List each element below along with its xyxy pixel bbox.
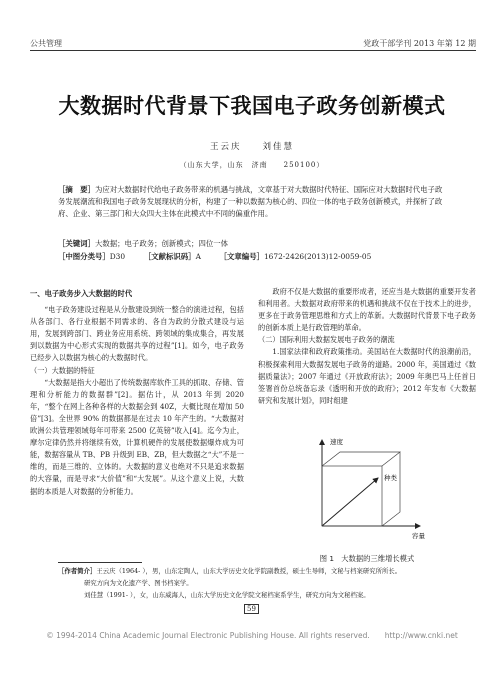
figure-caption: 图 1 大数据的三维增长模式 <box>319 554 415 563</box>
footnote-rule <box>58 562 142 563</box>
x-axis-label: 容量 <box>412 532 425 540</box>
paragraph: 1.国家法律和政府政策推动。美国站在大数据时代的浪潮前沿，积极探索利用大数据发展电子政务的道路。2000 年，美国通过《数据质量法》；2007 年通过《开放政府法》；2009 年奥巴马上任首日签署首份总统备忘录《透明和开放的政府》；2012 年发布《大数据研究和发展计划》，同时组建 <box>258 347 476 405</box>
article-title: 大数据时代背景下我国电子政务创新模式 <box>58 94 446 118</box>
running-journal: 党政干部学刊 2013 年第 12 期 <box>363 39 476 48</box>
section-heading: 一、电子政务步入大数据的时代 <box>30 289 133 298</box>
abstract <box>58 184 448 221</box>
cube-back <box>322 452 400 526</box>
clc-label: ［中图分类号］ <box>58 252 110 261</box>
article-id-label: ［文章编号］ <box>219 252 264 261</box>
copyright-notice: © 1994-2014 China Academic Journal Electronic Publishing House. All rights reserved. http://www.cnki.net <box>46 631 458 640</box>
doc-code-label: ［文献标识码］ <box>143 252 196 261</box>
y-axis-label: 速度 <box>330 438 343 446</box>
keywords-label: ［关键词］ <box>58 239 95 248</box>
article-id-value: 1672-2426(2013)12-0059-05 <box>263 252 372 261</box>
paragraph: 政府不仅是大数据的重要形成者，还应当是大数据的重要开发者和利用者。大数据对政府带来的机遇和挑战不仅在于技术上的进步，更多在于政务管理思维和方式上的革新。大数据时代背景下电子政务的创新本质上是行政管理的革命。 <box>258 287 476 333</box>
footnote-label: ［作者简介］ <box>58 567 97 575</box>
left-column <box>30 286 244 498</box>
affiliation: （山东大学，山东 济南 250100） <box>179 161 325 169</box>
abstract-text: 为应对大数据时代给电子政务带来的机遇与挑战，文章基于对大数据时代特征、国际应对大数据时代电子政务发展潮流和我国电子政务发展现状的分析，构建了一种以数据为核心的、四位一体的电子政务创新模式，并探析了政府、企业、第三部门和大众四大主体在此模式中不同的偏重作用。 <box>58 185 443 219</box>
subheading: （一）大数据的特征 <box>30 365 95 375</box>
keywords-text: 大数据；电子政务；创新模式；四位一体 <box>94 239 229 248</box>
footnote-line: 研究方向为文化遗产学、图书档案学。 <box>84 579 193 587</box>
subheading: （二）国际利用大数据发展电子政务的潮流 <box>258 335 395 345</box>
right-column <box>258 286 476 407</box>
footnote-text: 王云庆（1964- ），男，山东定陶人，山东大学历史文化学院副教授，硕士生导师，文秘与档案研究所所长。 <box>96 567 402 575</box>
clc-value: D30 <box>109 252 126 261</box>
paragraph: “电子政务建设过程是从分散建设到统一整合的演进过程，包括从各部门、各行业根据不同需求的、各自为政的分散式建设与运用，发展到跨部门、跨业务应用系统、跨领域的集成集合，再发展到以数据为中心形式实现的数据共享的过程”[1]。如今，电子政务已经步入以数据为核心的大数据时代。 <box>30 305 244 363</box>
doc-code-value: A <box>195 252 201 261</box>
growth-model-figure <box>300 426 450 542</box>
running-section: 公共管理 <box>30 39 62 48</box>
paragraph: “大数据是指大小超出了传统数据库软件工具的抓取、存储、管理和分析能力的数据群”[2]。据估计，从 2013 年到 2020 年，“整个在网上各种各样的大数据会到 40Z，大概比现在增加 50 倍”[3]。全世界 90% 的数据都是在过去 10 年产生的。“大数据对欧洲公共管理领域每年可带来 2500 亿英镑”收入[4]。迄今为止，摩尔定律仍然并将继续有效，计算机硬件的发展使数据爆炸成为可能，数据容量从 TB、PB 升级到 EB、ZB，但大数据之“大”不是一维的，而是三维的、立体的。大数据的意义也绝对不只是追求数据的大容量，而是寻求“大价值”和“大发展”。从这个意义上说，大数据的本质是人对数据的分析能力。 <box>30 377 244 496</box>
authors: 王云庆 刘佳慧 <box>209 142 294 152</box>
footnote-line <box>58 566 478 577</box>
keywords <box>58 238 448 249</box>
page-number: 59 <box>244 604 259 614</box>
header-rule <box>30 50 476 51</box>
footnote-line: 刘佳慧（1991- ），女，山东威海人，山东大学历史文化学院文秘档案系学生，研究方向为文秘档案。 <box>84 591 370 599</box>
cube-front <box>322 466 382 526</box>
diagonal-axis-label: 种类 <box>384 474 397 482</box>
diagonal-axis <box>322 478 378 526</box>
classification-line <box>58 251 448 262</box>
abstract-label: ［摘 要］ <box>58 185 95 194</box>
